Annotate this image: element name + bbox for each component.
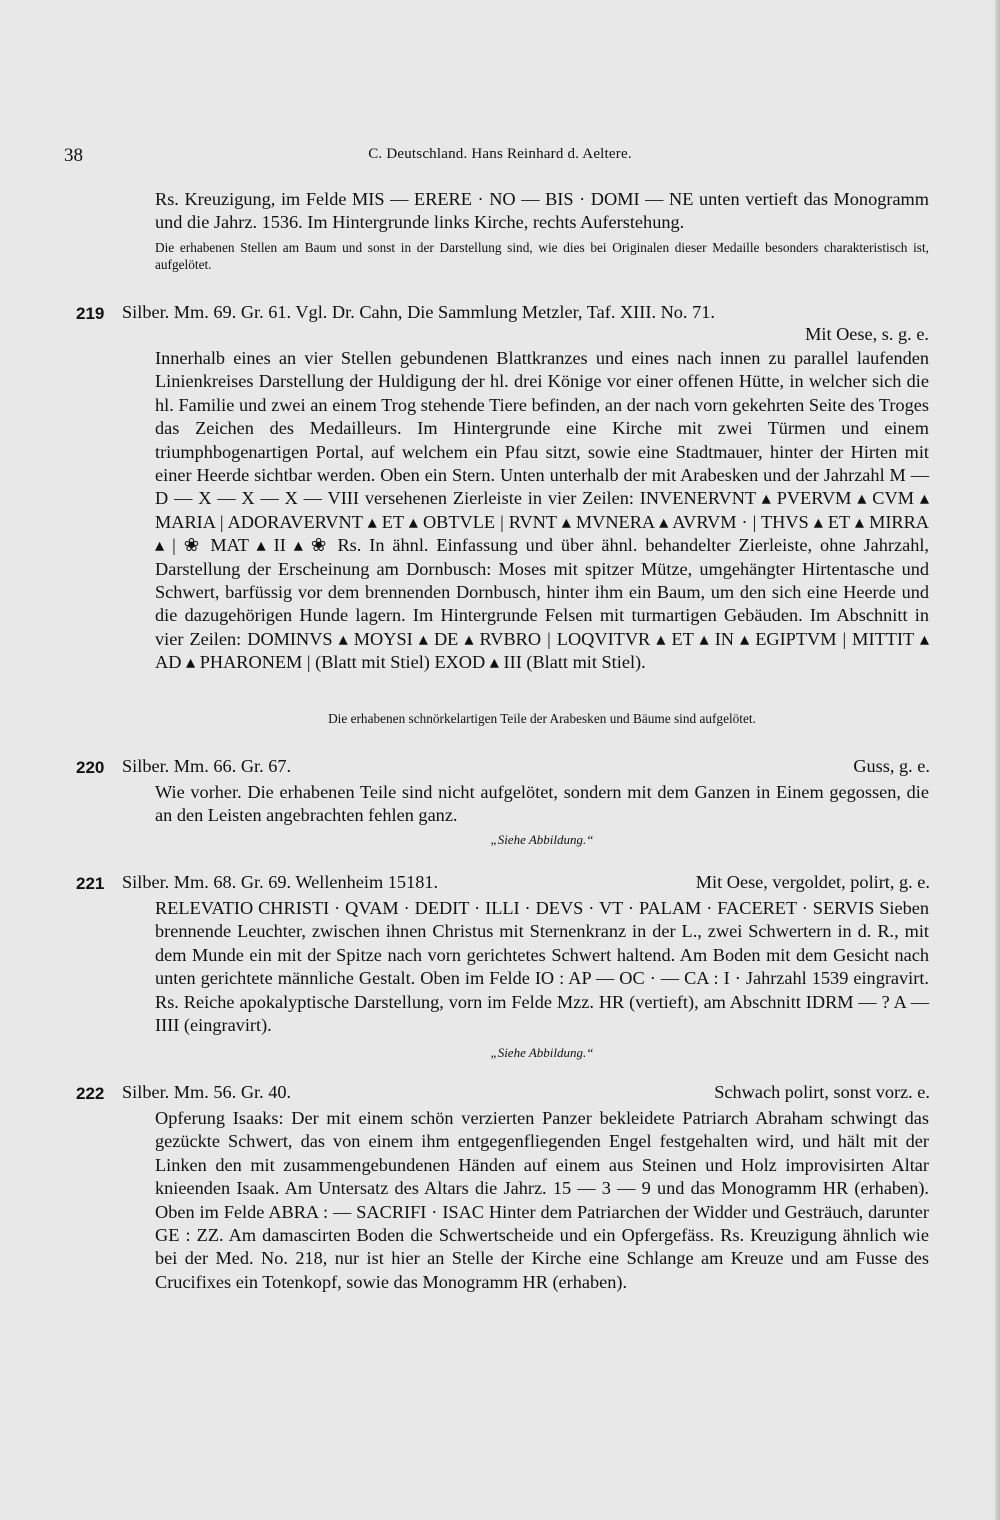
entry-221-header bbox=[76, 874, 930, 898]
running-head: C. Deutschland. Hans Reinhard d. Aeltere. bbox=[368, 146, 632, 162]
entry-number: 219 bbox=[76, 304, 105, 323]
entry-number: 221 bbox=[76, 874, 105, 893]
page-edge bbox=[995, 0, 1000, 1520]
page-number: 38 bbox=[64, 145, 83, 166]
entry-state: Schwach polirt, sonst vorz. e. bbox=[714, 1082, 930, 1102]
entry-state: Mit Oese, vergoldet, polirt, g. e. bbox=[695, 872, 930, 892]
intro-note: Die erhabenen Stellen am Baum und sonst in der Darstellung sind, wie dies bei Originalen dieser Medaille besonders charakteristisch ist, aufgelötet. bbox=[155, 240, 929, 272]
entry-meta: Silber. Mm. 66. Gr. 67. bbox=[122, 756, 292, 776]
intro-text: Rs. Kreuzigung, im Felde MIS — ERERE · NO — BIS · DOMI — NE unten vertieft das Monogramm und die Jahrz. 1536. Im Hintergrunde links Kirche, rechts Auferstehung. bbox=[155, 189, 929, 233]
entry-219-state: Mit Oese, s. g. e. bbox=[805, 324, 929, 344]
entry-219-text: Innerhalb eines an vier Stellen gebundenen Blattkranzes und eines nach innen zu parallel laufenden Linienkreises Darstellung der Huldigung der hl. drei Könige vor einer offenen Hütte, in welcher sich die hl. Familie und zwei an einem Trog stehende Tiere befinden, an der nach vorn gekehrten Seite des Troges das Zeichen des Medailleurs. Im Hintergrunde eine Kirche mit zwei Türmen und einem triumphbogenartigen Portal, auf welchem ein Pfau sitzt, sowie eine Stadtmauer, hinter der Hirten mit einer Heerde sichtbar werden. Oben ein Stern. Unten unterhalb der mit Arabesken und der Jahrzahl M — D — X — X — X — VIII versehenen Zierleiste in vier Zeilen: INVENERVNT ▴ PVERVM ▴ CVM ▴ MARIA | ADORAVERVNT ▴ ET ▴ OBTVLE | RVNT ▴ MVNERA ▴ AVRVM · | THVS ▴ ET ▴ MIRRA ▴ | ❀ MAT ▴ II ▴ ❀ Rs. In ähnl. Einfassung und über ähnl. behandelter Zierleiste, ohne Jahrzahl, Darstellung der Erscheinung am Dornbusch: Moses mit spitzer Mütze, umgehängter Hirtentasche und Schwert, barfüssig vor dem brennenden Dornbusch, hinter ihm ein Baum, um den sich eine Heerde und die dazugehörigen Hunde lagern. Im Hintergrunde Felsen mit turmartigen Gebäuden. Im Abschnitt in vier Zeilen: DOMINVS ▴ MOYSI ▴ DE ▴ RVBRO | LOQVITVR ▴ ET ▴ IN ▴ EGIPTVM | MITTIT ▴ AD ▴ PHARONEM | (Blatt mit Stiel) EXOD ▴ III (Blatt mit Stiel). bbox=[155, 348, 929, 673]
entry-219-note: Die erhabenen schnörkelartigen Teile der Arabesken und Bäume sind aufgelötet. bbox=[328, 711, 756, 726]
page-header bbox=[64, 146, 936, 170]
entry-number: 220 bbox=[76, 758, 105, 777]
entry-meta: Silber. Mm. 68. Gr. 69. Wellenheim 15181. bbox=[122, 872, 439, 892]
entry-meta: Silber. Mm. 69. Gr. 61. Vgl. Dr. Cahn, Die Sammlung Metzler, Taf. XIII. No. 71. bbox=[122, 302, 715, 322]
entry-220-caption: „Siehe Abbildung.“ bbox=[490, 832, 594, 847]
entry-state: Guss, g. e. bbox=[853, 756, 930, 776]
entry-221-text: RELEVATIO CHRISTI · QVAM · DEDIT · ILLI · DEVS · VT · PALAM · FACERET · SERVIS Sieben brennende Leuchter, zwischen ihnen Christus mit Sternenkranz in der L., zwei Schwertern in d. R., mit dem Munde ein mit der Spitze nach vorn gerichtetes Schwert haltend. Am Boden mit dem Gesicht nach unten gerichtete männliche Gestalt. Oben im Felde IO : AP — OC · — CA : I · Jahrzahl 1539 eingravirt. Rs. Reiche apokalyptische Darstellung, vorn im Felde Mzz. HR (vertieft), am Abschnitt IDRM — ? A — IIII (eingravirt). bbox=[155, 898, 929, 1036]
entry-221-caption: „Siehe Abbildung.“ bbox=[490, 1045, 594, 1060]
entry-222-text: Opferung Isaaks: Der mit einem schön verzierten Panzer bekleidete Patriarch Abraham schwingt das gezückte Schwert, das von einem ihm entgegenfliegenden Engel festgehalten wird, und hält mit der Linken den mit zusammengebundenen Händen auf einem aus Steinen und Holz improvisirten Altar knieenden Isaak. Am Untersatz des Altars die Jahrz. 15 — 3 — 9 und das Monogramm HR (erhaben). Oben im Felde ABRA : — SACRIFI · ISAC Hinter dem Patriarchen der Widder und Gesträuch, darunter GE : ZZ. Am damascirten Boden die Schwertscheide und ein Opfergefäss. Rs. Kreuzigung ähnlich wie bei der Med. No. 218, nur ist hier an Stelle der Kirche eine Schlange am Kreuze und am Fusse des Crucifixes ein Totenkopf, sowie das Monogramm HR (erhaben). bbox=[155, 1108, 929, 1292]
entry-220-text: Wie vorher. Die erhabenen Teile sind nicht aufgelötet, sondern mit dem Ganzen in Einem gegossen, die an den Leisten angebrachten fehlen ganz. bbox=[155, 782, 929, 826]
entry-222-header bbox=[76, 1084, 930, 1108]
entry-meta: Silber. Mm. 56. Gr. 40. bbox=[122, 1082, 292, 1102]
entry-number: 222 bbox=[76, 1084, 105, 1103]
entry-220-header bbox=[76, 758, 930, 782]
